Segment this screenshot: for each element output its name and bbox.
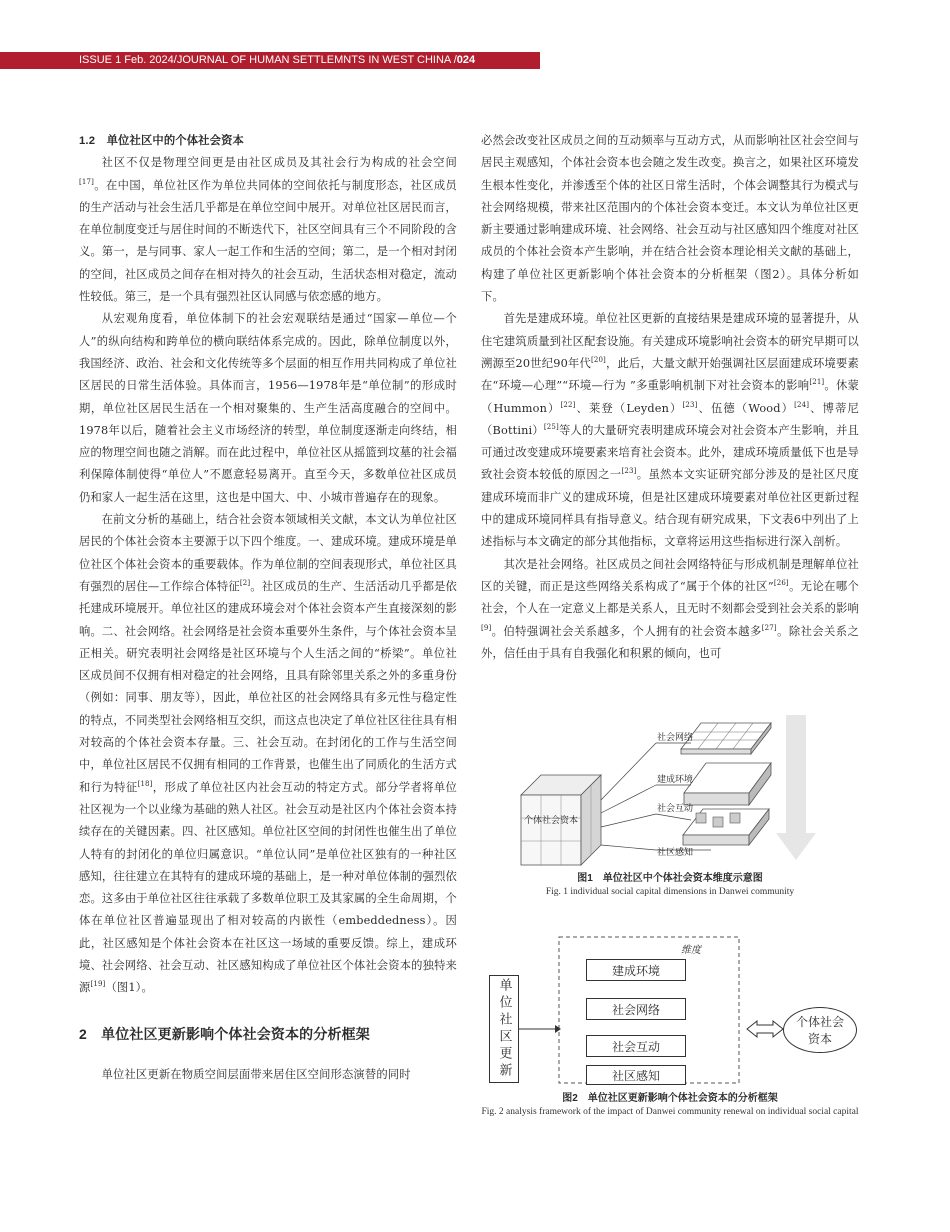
- built-environment-slab: [684, 763, 771, 805]
- dimension-label: 社会互动: [657, 804, 694, 814]
- figure-1-caption: [481, 872, 859, 899]
- connector-line: [601, 814, 656, 827]
- dimension-box-community-perception: 社区感知: [586, 1065, 686, 1085]
- paragraph: 首先是建成环境。单位社区更新的直接结果是建成环境的显著提升，从住宅建筑质量到社区配套设施。有关建成环境影响社会资本的研究早期可以溯源至20世纪90年代[20]，此后，大量文献开始强调社区层面建成环境要素在“环境—心理”“环境—行为 ”多重影响机制下对社会资本的影响[21]。休蒙（Hummon）[22]、莱登（Leyden）[23]、伍德（Wood）[24]、博蒂尼（Bottini）[25]等人的大量研究表明建成环境会对社会资本产生影响，并且可通过改变建成环境要素来培育社会资本。此外，建成环境质量低下也是导致社会资本较低的原因之一[23]。虽然本文实证研究部分涉及的是社区尺度建成环境而非广义的建成环境，但是社区建成环境要素对单位社区更新过程中的建成环境同样具有指导意义。结合现有研究成果，下文表6中列出了上述指标与本文确定的部分其他指标，文章将运用这些指标进行深入剖析。: [481, 312, 859, 549]
- connector-line: [656, 814, 691, 820]
- dimension-box-social-network: 社会网络: [586, 998, 686, 1020]
- figure-2-caption: [481, 1092, 859, 1119]
- social-capital-ellipse: 个体社会资本: [783, 1007, 857, 1053]
- dimension-box-built-environment: 建成环境: [586, 959, 686, 981]
- figure-2-diagram: [481, 935, 859, 1085]
- right-column: [481, 130, 859, 665]
- caption-zh: 图1 单位社区中个体社会资本维度示意图: [577, 873, 763, 884]
- paragraph: 其次是社会网络。社区成员之间社会网络特征与形成机制是理解单位社区的关键，而正是这些网络关系构成了“属于个体的社区”[26]。无论在哪个社会，个人在一定意义上都是关系人，且无时不刻都会受到社会关系的影响[9]。伯特强调社会关系越多，个人拥有的社会资本越多[27]。除社会关系之外，信任由于具有自我强化和积累的倾向，也可: [481, 557, 859, 660]
- section-heading: 2 单位社区更新影响个体社会资本的分析框架: [79, 1025, 370, 1042]
- journal-issue: ISSUE 1 Feb. 2024/JOURNAL OF HUMAN SETTLEMNTS IN WEST CHINA /: [79, 54, 457, 66]
- dimension-box-social-interaction: 社会互动: [586, 1035, 686, 1057]
- dimension-label: 建成环境: [657, 775, 694, 785]
- down-arrow-head: [776, 833, 816, 860]
- social-interaction-slab: [683, 809, 769, 845]
- caption-en: Fig. 2 analysis framework of the impact of Danwei community renewal on individual social capital: [481, 1107, 859, 1117]
- dimension-title: 维度: [681, 945, 701, 956]
- caption-en: Fig. 1 individual social capital dimensions in Danwei community: [545, 887, 795, 897]
- social-capital-cube: [521, 775, 601, 865]
- dimension-label: 社区感知: [657, 848, 694, 858]
- caption-zh: 图2 单位社区更新影响个体社会资本的分析框架: [562, 1093, 778, 1104]
- connector-line: [601, 785, 656, 813]
- paragraph: 社区不仅是物理空间更是由社区成员及其社会行为构成的社会空间[17]。在中国，单位社区作为单位共同体的空间依托与制度形态，社区成员的生产活动与社会生活几乎都是在单位空间中展开。对单位社区居民而言，在单位制度变迁与居住时间的不断迭代下，社区空间具有三个不同阶段的含义。第一，是与同事、家人一起工作和生活的空间；第二，是一个相对封闭的空间，社区成员之间存在相对持久的社会互动，生活状态相对稳定，流动性较低。第三，是一个具有强烈社区认同感与依恋感的地方。: [79, 156, 457, 304]
- paragraph: 在前文分析的基础上，结合社会资本领域相关文献，本文认为单位社区居民的个体社会资本主要源于以下四个维度。一、建成环境。建成环境是单位社区个体社会资本的重要载体。作为单位制的空间表现形式，单位社区具有强烈的居住—工作综合体特征[2]。社区成员的生产、生活活动几乎都是依托建成环境展开。单位社区的建成环境会对个体社会资本产生直接深刻的影响。二、社会网络。社会网络是社会资本重要外生条件，与个体社会资本呈正相关。研究表明社会网络是社区环境与个人生活之间的“桥梁”。单位社区成员间不仅拥有相对稳定的社会网络，且具有除邻里关系之外的多重身份（例如：同事、朋友等），因此，单位社区的社会网络具有多元性与稳定性的特点，不同类型社会网络相互交织，而这点也决定了单位社区往往具有相对较高的个体社会资本存量。三、社会互动。在封闭化的工作与生活空间中，单位社区居民不仅拥有相同的工作背景，也催生出了同质化的生活方式和行为特征[18]，形成了单位社区内社会互动的特定方式。部分学者将单位社区视为一个以业缘为基础的熟人社区。社会互动是社区内个体社会资本持续存在的关键因素。四、社区感知。单位社区空间的封闭性也催生出了单位人特有的封闭化的单位归属意识。“单位认同”是单位社区独有的一种社区感知，往往建立在其特有的建成环境的基础上，是一种对单位体制的强烈依恋。这多由于单位社区往往承载了多数单位职工及其家属的全生命周期，个体在单位社区普遍显现出了相对较高的内嵌性（embeddedness）。因此，社区感知是个体社会资本在社区这一场域的重要反馈。综上，建成环境、社会网络、社会互动、社区感知构成了单位社区个体社会资本的独特来源[19]（图1）。: [79, 513, 458, 995]
- journal-header-banner: [0, 52, 540, 69]
- down-arrow-shaft: [786, 715, 806, 835]
- renewal-box: 单位社区更新: [489, 975, 519, 1083]
- paragraph: 从宏观角度看，单位体制下的社会宏观联结是通过“国家—单位—个人”的纵向结构和跨单位的横向联结体系完成的。因此，除单位制度以外，我国经济、政治、社会和文化传统等多个层面的相互作用共同构成了单位社区居民的日常生活体验。具体而言，1956—1978年是“单位制”的形成时期，单位社区居民生活在一个相对聚集的、生产生活高度融合的空间中。1978年以后，随着社会主义市场经济的转型，单位制度逐渐走向终结，相应的物理空间也随之消解。而在此过程中，单位社区从摇篮到坟墓的社会福利保障体制使得“单位人”不愿意轻易离开。直至今天，多数单位社区成员仍和家人一起生活在这里，这也是中国大、中、小城市普遍存在的现象。: [79, 312, 457, 504]
- connector-line: [601, 743, 656, 800]
- figure-1-diagram: [481, 705, 859, 873]
- cube-label: 个体社会资本: [523, 816, 579, 826]
- social-network-slab: [681, 723, 771, 754]
- paragraph: 单位社区更新在物质空间层面带来居住区空间形态演替的同时: [101, 1067, 411, 1081]
- arrow-head: [555, 1025, 561, 1033]
- page-number: 024: [456, 54, 476, 66]
- subsection-heading: 1.2 单位社区中的个体社会资本: [79, 135, 244, 147]
- connector-line: [601, 845, 656, 850]
- left-column: [79, 130, 457, 1086]
- double-arrow-icon: [747, 1021, 783, 1037]
- paragraph: 必然会改变社区成员之间的互动频率与互动方式，从而影响社区社会空间与居民主观感知，个体社会资本也会随之发生改变。换言之，如果社区环境发生根本性变化，并渗透至个体的社区日常生活时，个体会调整其行为模式与社会网络规模，带来社区范围内的个体社会资本变迁。本文认为单位社区更新主要通过影响建成环境、社会网络、社会互动与社区感知四个维度对社区成员的个体社会资本产生影响，并在结合社会资本理论相关文献的基础上，构建了单位社区更新影响个体社会资本的分析框架（图2）。具体分析如下。: [481, 134, 859, 304]
- dimension-label: 社会网络: [657, 733, 694, 743]
